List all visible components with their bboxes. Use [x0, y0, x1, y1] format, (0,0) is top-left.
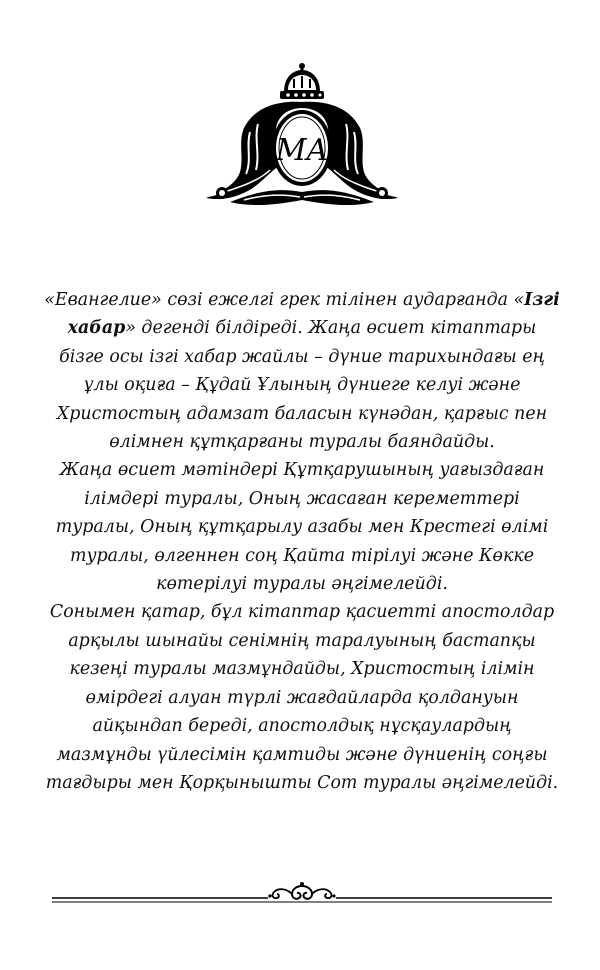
monogram-medallion-icon [272, 110, 332, 186]
crowned-monogram-emblem-icon [200, 62, 404, 208]
paragraph-2: Жаңа өсиет мәтіндері Құтқарушының уағыздаған ілімдері туралы, Оның жасаған кереметтері туралы, Оның құтқарылу азабы мен Крестегі өлімі туралы, өлгеннен соң Қайта тірілуі және Көкке көтерілуі туралы әңгімелейді. [55, 460, 549, 595]
footer-ornament-divider [52, 880, 552, 908]
flourish-ornament-icon [268, 882, 336, 900]
paragraph-1-part-1: «Евангелие» сөзі ежелгі грек тілінен аударғанда « [44, 290, 525, 310]
book-description [44, 286, 560, 797]
paragraph-3: Сонымен қатар, бұл кітаптар қасиетті апостолдар арқылы шынайы сенімнің таралуының бастапқы кезеңі туралы мазмұндайды, Христостың ілімін өмірдегі алуан түрлі жағдайларда қолдануын айқындап береді, апостолдық нұсқаулардың мазмұнды үйлесімін қамтиды және дүниенің соңғы тағдыры мен Қорқынышты Сот туралы әңгімелейді. [45, 602, 559, 793]
paragraph-1 [44, 286, 560, 456]
paragraph-1-part-2: » дегенді білдіреді. Жаңа өсиет кітаптары бізге осы ізгі хабар жайлы – дүние тарихындағы ең ұлы оқиға – Құдай Ұлының дүниеге келуі және Христостың адамзат баласын күнәдан, қарғыс пен өлімнен құтқарғаны туралы баяндайды. [56, 318, 548, 453]
monogram-text: MA [275, 133, 329, 168]
crown-icon [280, 63, 324, 99]
paragraph-1-bold-term: Ізгі хабар [67, 290, 560, 339]
